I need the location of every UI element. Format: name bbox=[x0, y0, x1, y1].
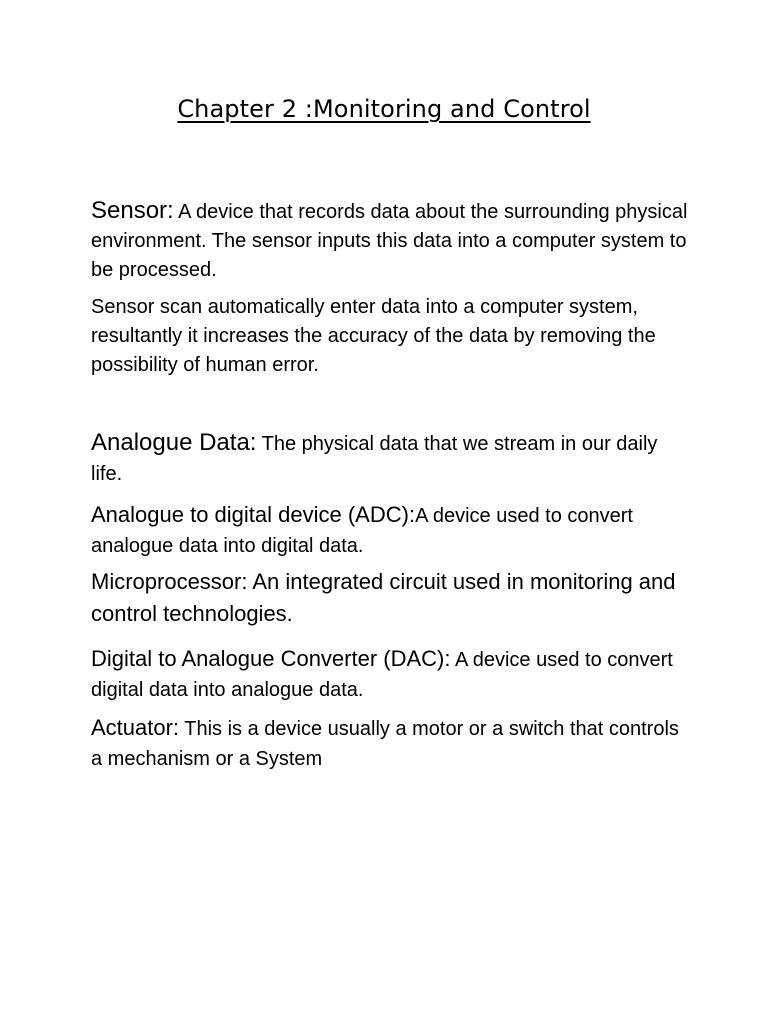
sensor-term: Sensor: bbox=[91, 197, 174, 224]
dac-definition: A device used to convert digital data into analogue data. bbox=[91, 649, 673, 701]
analogue-data-definition: The physical data that we stream in our daily life. bbox=[91, 433, 658, 485]
sensor-paragraph bbox=[91, 196, 691, 285]
dac-paragraph bbox=[91, 644, 691, 705]
page-title: Chapter 2 :Monitoring and Control bbox=[177, 95, 591, 123]
microprocessor-paragraph: Microprocessor: An integrated circuit used in monitoring and control technologies. bbox=[91, 569, 676, 626]
sensor-definition: A device that records data about the surrounding physical environment. The sensor inputs this data into a computer system to be processed. bbox=[91, 201, 688, 281]
actuator-term: Actuator: bbox=[91, 715, 180, 740]
dac-term: Digital to Analogue Converter (DAC): bbox=[91, 646, 451, 671]
analogue-data-term: Analogue Data: bbox=[91, 429, 257, 456]
analogue-data-paragraph bbox=[91, 428, 691, 489]
sensor-note-paragraph: Sensor scan automatically enter data into a computer system, resultantly it increases the accuracy of the data by removing the possibility of human error. bbox=[91, 296, 656, 376]
actuator-paragraph bbox=[91, 713, 691, 774]
adc-term: Analogue to digital device (ADC): bbox=[91, 502, 416, 527]
adc-paragraph bbox=[91, 500, 691, 561]
actuator-definition: This is a device usually a motor or a switch that controls a mechanism or a System bbox=[91, 718, 679, 770]
adc-definition: A device used to convert analogue data into digital data. bbox=[91, 505, 633, 557]
